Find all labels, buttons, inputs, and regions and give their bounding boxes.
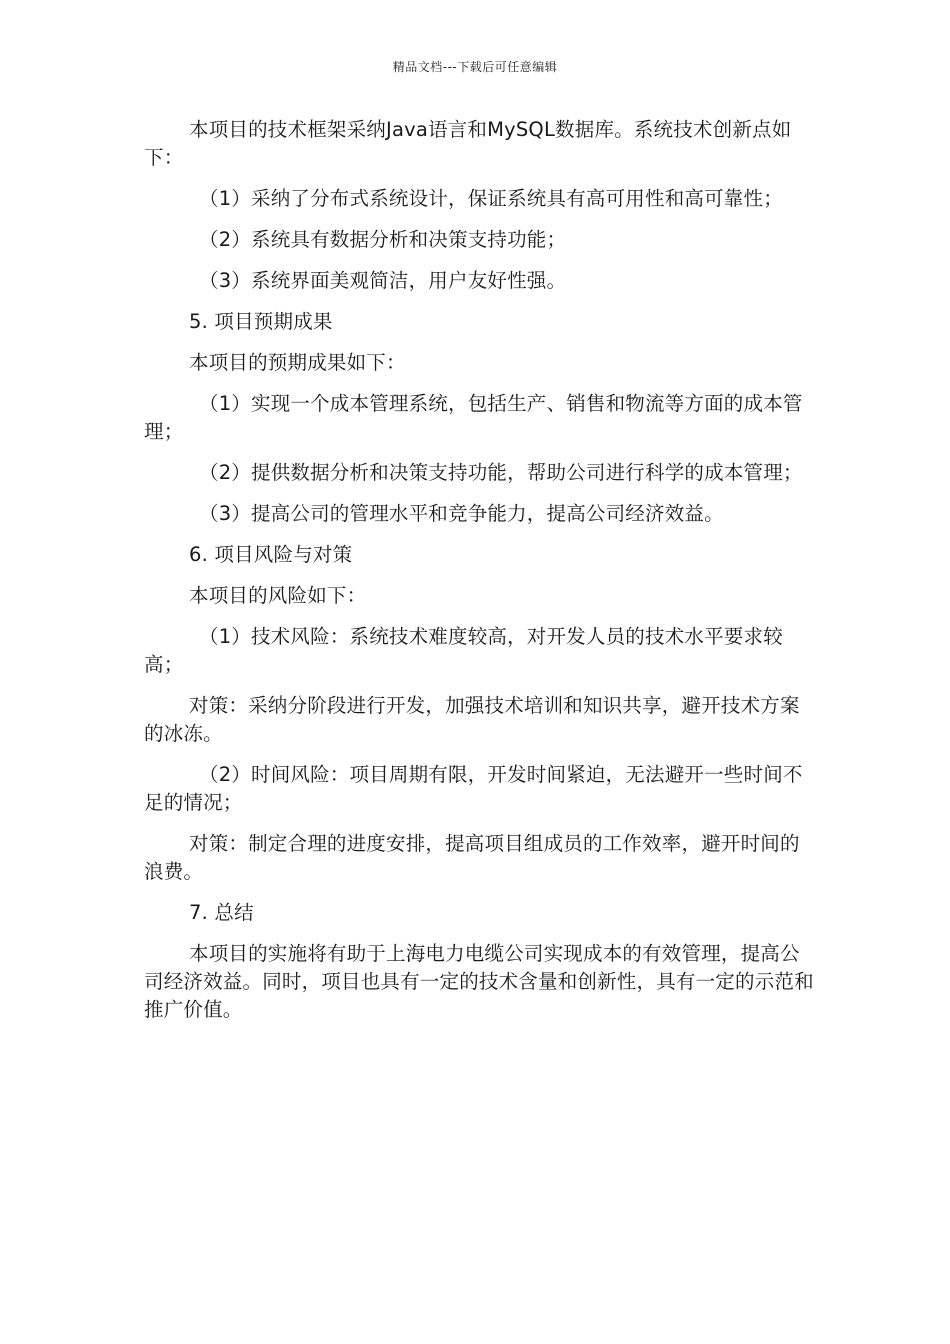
list-item-risk-1: （1）技术风险：系统技术难度较高，对开发人员的技术水平要求较高； <box>144 625 783 676</box>
list-item-innovation-2: （2）系统具有数据分析和决策支持功能； <box>199 228 567 251</box>
section-heading-summary: 7. 总结 <box>189 901 254 924</box>
section-heading-risks: 6. 项目风险与对策 <box>189 543 353 566</box>
document-body <box>144 116 816 1037</box>
list-item-result-2: （2）提供数据分析和决策支持功能，帮助公司进行科学的成本管理； <box>199 461 803 484</box>
list-item-risk-2: （2）时间风险：项目周期有限，开发时间紧迫，无法避开一些时间不足的情况； <box>144 763 803 814</box>
list-item-innovation-1: （1）采纳了分布式系统设计，保证系统具有高可用性和高可靠性； <box>199 187 783 210</box>
page-header: 精品文档---下载后可任意编辑 <box>392 60 558 74</box>
paragraph-risks-intro: 本项目的风险如下： <box>189 584 367 607</box>
paragraph-countermeasure-1: 对策：采纳分阶段进行开发，加强技术培训和知识共享，避开技术方案的冰冻。 <box>144 694 800 745</box>
list-item-result-1: （1）实现一个成本管理系统，包括生产、销售和物流等方面的成本管理； <box>144 392 803 443</box>
paragraph-expected-results-intro: 本项目的预期成果如下： <box>189 351 406 374</box>
paragraph-summary: 本项目的实施将有助于上海电力电缆公司实现成本的有效管理，提高公司经济效益。同时，项目也具有一定的技术含量和创新性，具有一定的示范和推广价值。 <box>144 942 814 1021</box>
paragraph-tech-framework: 本项目的技术框架采纳Java语言和MySQL数据库。系统技术创新点如下： <box>144 118 792 169</box>
list-item-innovation-3: （3）系统界面美观简洁，用户友好性强。 <box>199 269 567 292</box>
paragraph-countermeasure-2: 对策：制定合理的进度安排，提高项目组成员的工作效率，避开时间的浪费。 <box>144 832 800 883</box>
list-item-result-3: （3）提高公司的管理水平和竞争能力，提高公司经济效益。 <box>199 502 724 525</box>
section-heading-expected-results: 5. 项目预期成果 <box>189 310 333 333</box>
